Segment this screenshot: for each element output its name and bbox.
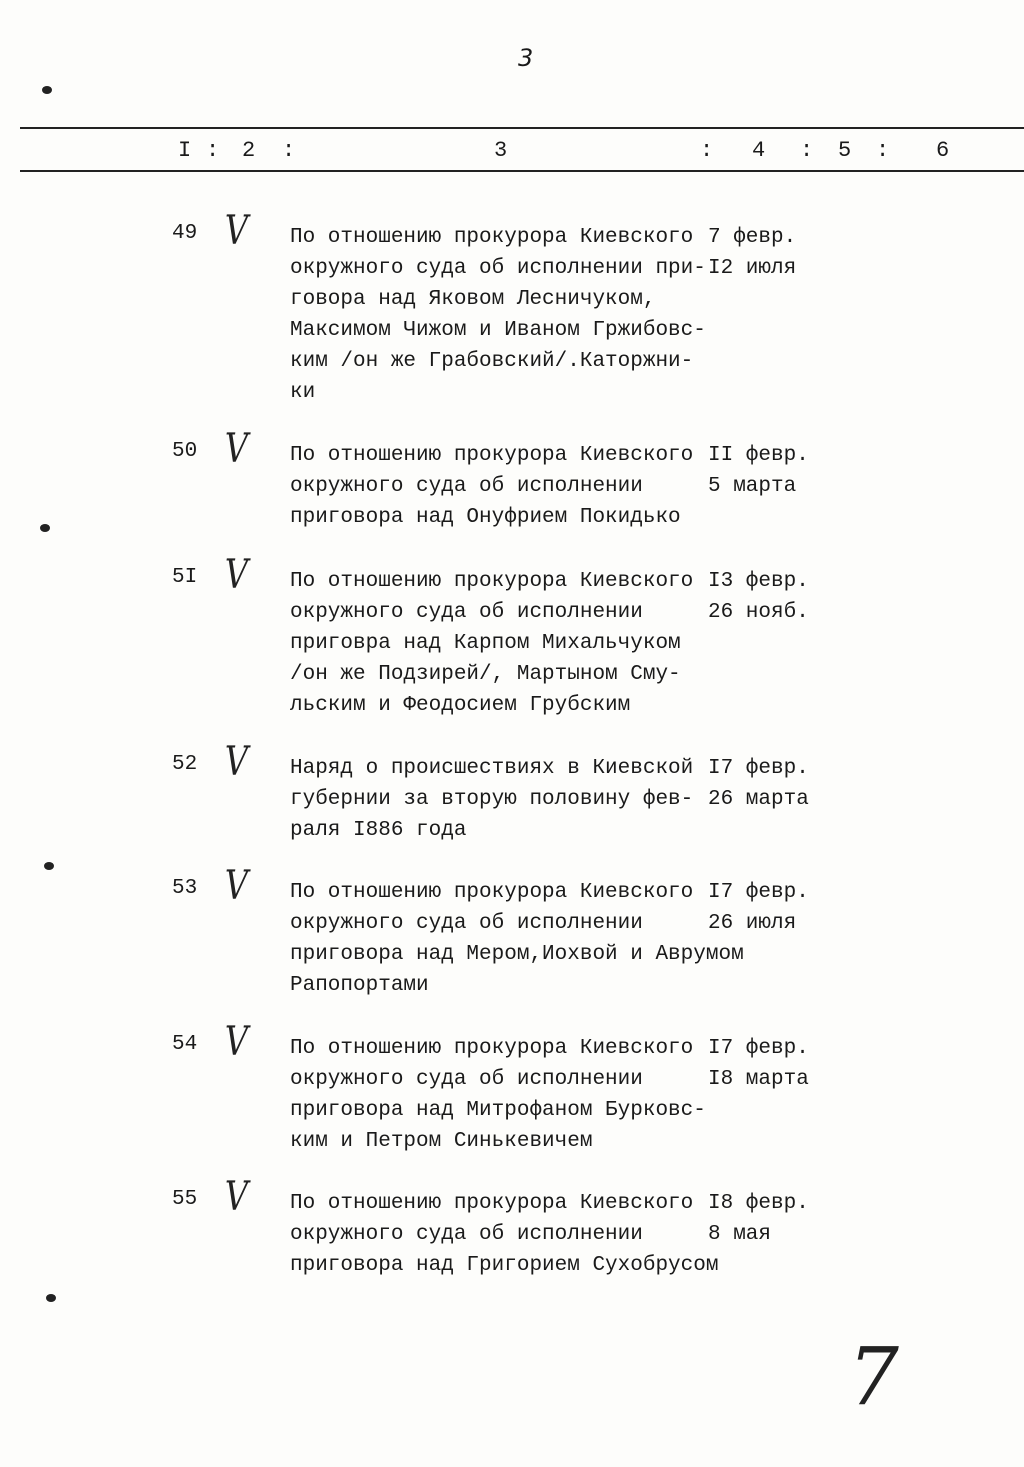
description-line: окружного суда об исполнении bbox=[290, 912, 643, 935]
description-line: По отношению прокурора Киевского bbox=[290, 570, 694, 593]
col-5: 5 bbox=[838, 138, 852, 163]
end-date: I8 марта bbox=[708, 1068, 809, 1091]
entry-number: 54 bbox=[172, 1033, 198, 1056]
check-mark: V bbox=[224, 426, 249, 472]
description-line: Наряд о происшествиях в Киевской bbox=[290, 757, 694, 780]
sep: : bbox=[206, 138, 220, 163]
check-mark: V bbox=[224, 208, 249, 254]
handwritten-sheet-number: 7 bbox=[848, 1330, 899, 1423]
check-mark: V bbox=[224, 1019, 249, 1065]
hole-mark bbox=[44, 862, 54, 870]
entry-dates bbox=[708, 1033, 809, 1095]
end-date: 5 марта bbox=[708, 475, 797, 498]
description-line: окружного суда об исполнении bbox=[290, 601, 643, 624]
description-line: По отношению прокурора Киевского bbox=[290, 881, 694, 904]
start-date: II февр. bbox=[708, 444, 809, 467]
entry-description bbox=[290, 753, 693, 846]
page-number: 3 bbox=[518, 44, 534, 72]
start-date: 7 февр. bbox=[708, 226, 797, 249]
description-line: говора над Яковом Лесничуком, bbox=[290, 288, 656, 311]
hole-mark bbox=[42, 86, 52, 94]
col-1: I bbox=[178, 138, 192, 163]
description-line: По отношению прокурора Киевского bbox=[290, 444, 694, 467]
entry-description bbox=[290, 1188, 718, 1281]
sep: : bbox=[282, 138, 296, 163]
end-date: 26 июля bbox=[708, 912, 797, 935]
description-line: Рапопортами bbox=[290, 974, 429, 997]
description-line: приговора над Онуфрием Покидько bbox=[290, 506, 681, 529]
col-2: 2 bbox=[242, 138, 256, 163]
entry-number: 5I bbox=[172, 566, 198, 589]
hole-mark bbox=[40, 524, 50, 532]
entry-dates bbox=[708, 566, 809, 628]
entry-number: 55 bbox=[172, 1188, 198, 1211]
start-date: I3 февр. bbox=[708, 570, 809, 593]
description-line: По отношению прокурора Киевского bbox=[290, 1192, 694, 1215]
end-date: 26 нояб. bbox=[708, 601, 809, 624]
check-mark: V bbox=[224, 739, 249, 785]
description-line: окружного суда об исполнении bbox=[290, 475, 643, 498]
sep: : bbox=[700, 138, 714, 163]
entry-description bbox=[290, 440, 693, 533]
start-date: I8 февр. bbox=[708, 1192, 809, 1215]
end-date: I2 июля bbox=[708, 257, 797, 280]
entry-description bbox=[290, 222, 706, 408]
entry-number: 52 bbox=[172, 753, 198, 776]
end-date: 8 мая bbox=[708, 1223, 772, 1246]
description-line: По отношению прокурора Киевского bbox=[290, 1037, 694, 1060]
description-line: приговора над Митрофаном Бурковс- bbox=[290, 1099, 706, 1122]
col-6: 6 bbox=[936, 138, 950, 163]
description-line: Максимом Чижом и Иваном Гржибовс- bbox=[290, 319, 706, 342]
end-date: 26 марта bbox=[708, 788, 809, 811]
entry-dates bbox=[708, 440, 809, 502]
description-line: окружного суда об исполнении при- bbox=[290, 257, 706, 280]
header-rule-top bbox=[20, 127, 1024, 129]
description-line: раля I886 года bbox=[290, 819, 467, 842]
entry-dates bbox=[708, 753, 809, 815]
sep: : bbox=[876, 138, 890, 163]
entry-description bbox=[290, 566, 693, 721]
header-rule-bottom bbox=[20, 170, 1024, 172]
check-mark: V bbox=[224, 552, 249, 598]
description-line: приговра над Карпом Михальчуком bbox=[290, 632, 681, 655]
description-line: ким и Петром Синькевичем bbox=[290, 1130, 593, 1153]
start-date: I7 февр. bbox=[708, 1037, 809, 1060]
hole-mark bbox=[46, 1294, 56, 1302]
description-line: ки bbox=[290, 381, 316, 404]
description-line: губернии за вторую половину фев- bbox=[290, 788, 694, 811]
entry-dates bbox=[708, 1188, 809, 1250]
description-line: /он же Подзирей/, Мартыном Сму- bbox=[290, 663, 681, 686]
entry-dates bbox=[708, 877, 809, 939]
description-line: окружного суда об исполнении bbox=[290, 1068, 643, 1091]
col-4: 4 bbox=[752, 138, 766, 163]
description-line: окружного суда об исполнении bbox=[290, 1223, 643, 1246]
start-date: I7 февр. bbox=[708, 757, 809, 780]
entry-description bbox=[290, 1033, 706, 1157]
description-line: ким /он же Грабовский/.Каторжни- bbox=[290, 350, 694, 373]
description-line: льским и Феодосием Грубским bbox=[290, 694, 631, 717]
description-line: приговора над Григорием Сухобрусом bbox=[290, 1254, 719, 1277]
entry-number: 49 bbox=[172, 222, 198, 245]
description-line: приговора над Мером,Иохвой и Аврумом bbox=[290, 943, 744, 966]
entry-number: 53 bbox=[172, 877, 198, 900]
col-3: 3 bbox=[494, 138, 508, 163]
check-mark: V bbox=[224, 1174, 249, 1220]
sep: : bbox=[800, 138, 814, 163]
entry-number: 50 bbox=[172, 440, 198, 463]
start-date: I7 февр. bbox=[708, 881, 809, 904]
entry-dates bbox=[708, 222, 796, 284]
description-line: По отношению прокурора Киевского bbox=[290, 226, 694, 249]
entry-description bbox=[290, 877, 744, 1001]
check-mark: V bbox=[224, 863, 249, 909]
